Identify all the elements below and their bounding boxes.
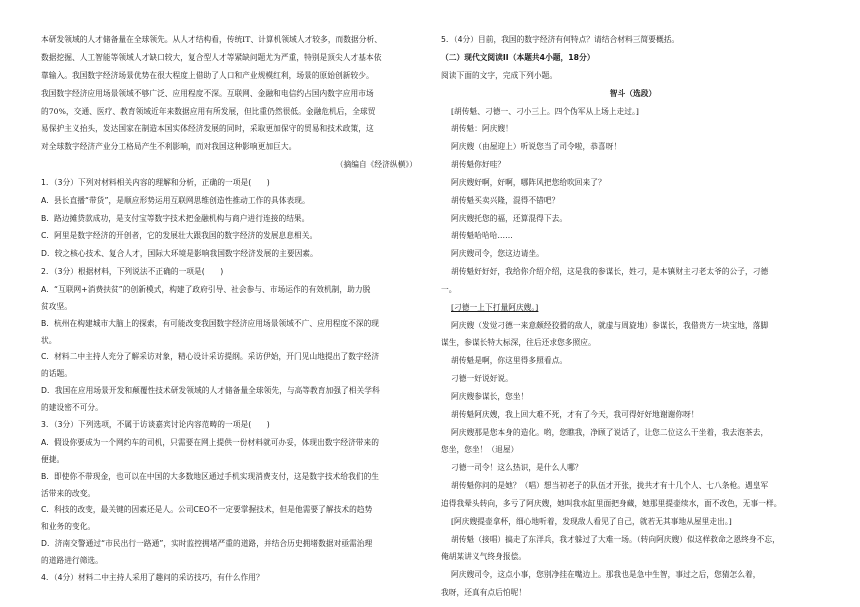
left-column — [41, 0, 417, 607]
right-text-line: 我呀，还真有点后怕呢！ — [441, 588, 527, 597]
left-text-line: C．科技的改变，最关键的因素还是人。公司CEO不一定要掌握技术，但是他需要了解技术的趋势 — [41, 505, 373, 514]
left-text-line: B．即使你不带现金，也可以在中国的大多数地区通过手机实现消费支付，这是数字技术给我们的生 — [41, 472, 380, 481]
left-text-line: 状。 — [41, 336, 57, 345]
right-text-line: [刁德一上下打量阿庆嫂。] — [451, 303, 539, 312]
right-text-line: 阿庆嫂司令，这点小事，您别净挂在嘴边上。那我也是急中生智，事过之后，您猜怎么着， — [451, 570, 761, 579]
right-text-line: 刁德一司令！这么热识，是什么人哪？ — [451, 463, 583, 472]
right-text-line: 阿庆嫂托您的福，还算混得下去。 — [451, 214, 568, 223]
right-text-line: 胡传魁好好好，我给你介绍介绍，这是我的参谋长，姓刁，是本镇财主刁老太爷的公子，刁德 — [451, 267, 769, 276]
left-text-line: 的70%，交通、医疗、教育领域近年来数据应用有所发展，但比重仍然很低。金融危机后，全球贸 — [41, 107, 376, 116]
left-text-line: C．阿里是数字经济的开创者，它的发展壮大跟我国的数字经济的发展息息相关。 — [41, 231, 318, 240]
left-text-line: （摘编自《经济纵横》） — [335, 160, 417, 169]
left-text-line: C．材料二中主持人充分了解采访对象，精心设计采访提纲。采访伊始，开门见山地提出了数字经济 — [41, 352, 380, 361]
right-text-line: [胡传魁、刁德一、刁小三上。四个伪军从上场上走过。] — [451, 107, 639, 116]
left-text-line: 我国数字经济应用场景领域不够广泛、应用程度不深。互联网、金融和电信约占国内数字应用市场 — [41, 89, 374, 98]
right-text-line: 阿庆嫂（发觉刁德一来意颇经狡猾的敌人，就虚与周旋地）参谋长，我借贵方一块宝地，落脚 — [451, 321, 769, 330]
right-text-line: 胡传魁：阿庆嫂！ — [451, 124, 513, 133]
right-text-line: 胡传魁你问的是她？（唱）想当初老子的队伍才开张，拢共才有十几个人、七八条枪。遇皇军 — [451, 481, 769, 490]
left-text-line: 2．（3分）根据材料，下列说法不正确的一项是( ) — [41, 267, 224, 276]
right-text-line: 阿庆嫂那是您本身的造化。哟，您瞧我，净顾了说话了，让您二位这么干坐着，我去泡茶去， — [451, 428, 769, 437]
left-text-line: D．较之核心技术、复合人才，国际大环境是影响我国数字经济发展的主要因素。 — [41, 249, 318, 258]
right-text-line: 胡传魁你好哇？ — [451, 160, 506, 169]
left-text-line: 3．（3分）下列选项，不属于访谈嘉宾讨论内容范畴的一项是( ) — [41, 420, 270, 429]
left-text-line: 靠输入。我国数字经济场景优势在很大程度上借助了人口和产业规模红利，场景的原始创新较少。 — [41, 71, 374, 80]
right-text-line: （二）现代文阅读II（本题共4小题，18分） — [441, 53, 595, 62]
left-text-line: 贫攻坚。 — [41, 302, 72, 311]
left-text-line: B．路边摊贷款成功，是支付宝等数字技术把金融机构与商户进行连接的结果。 — [41, 214, 310, 223]
right-text-line: 胡传魁是啊，你这里得多照看点。 — [451, 356, 568, 365]
left-text-line: B．杭州在构建城市大脑上的探索，有可能改变我国数字经济应用场景领域不广、应用程度不深的现 — [41, 319, 380, 328]
right-text-line: 一。 — [441, 285, 457, 294]
left-text-line: D．济南交警通过“市民出行一路通”，实时监控拥堵严重的道路，并结合历史拥堵数据对亟需治理 — [41, 539, 373, 548]
left-text-line: 的道路进行筛选。 — [41, 556, 103, 565]
left-text-line: 1．（3分）下列对材料相关内容的理解和分析，正确的一项是( ) — [41, 178, 270, 187]
left-text-line: 易保护主义抬头，发达国家在制造本国实体经济发展的同时，采取更加保守的贸易和技术政策，这 — [41, 124, 374, 133]
left-text-line: A．假设你要成为一个网约车的司机，只需要在网上提供一份材料就可办妥，体现出数字经济带来的 — [41, 438, 380, 447]
right-text-line: 5．（4分）目前，我国的数字经济有何特点？请结合材料三简要概括。 — [441, 35, 680, 44]
left-text-line: A．“互联网+消费扶贫”的创新模式，构建了政府引导、社会参与、市场运作的有效机制，助力脱 — [41, 285, 371, 294]
left-text-line: 数据挖掘、人工智能等领域人才缺口较大，复合型人才等紧缺问题尤为严重，特别是顶尖人才基本依 — [41, 53, 382, 62]
right-text-line: 谋生，参谋长特大标深，往后还求您多照应。 — [441, 338, 596, 347]
right-text-line: 追得我晕头转向，多亏了阿庆嫂，她叫我水缸里面把身藏，她那里提壶续水，面不改色，无事一样。 — [441, 499, 782, 508]
left-text-line: D．我国在应用场景开发和颠覆性技术研发领域的人才储备量全球领先，与高等教育加强了相关学科 — [41, 386, 380, 395]
left-text-line: 活带来的改变。 — [41, 489, 96, 498]
right-text-line: 阅读下面的文字，完成下列小题。 — [441, 71, 558, 80]
left-text-line: 和业务的变化。 — [41, 522, 96, 531]
right-text-line: 刁德一好说好说。 — [451, 374, 513, 383]
right-text-line: 胡传魁（接唱）搞走了东洋兵，我才躲过了大难一场。（转向阿庆嫂）似这样救命之恩终身不忘， — [451, 535, 780, 544]
right-text-line: 智斗（选段） — [609, 89, 657, 98]
right-text-line: 胡传魁买卖兴隆，混得不错吧？ — [451, 196, 560, 205]
right-text-line: 阿庆嫂好啊，好啊，哪阵风把您给吹回来了？ — [451, 178, 606, 187]
left-text-line: A．县长直播“带货”，是顺应形势运用互联网思维创造性推动工作的具体表现。 — [41, 196, 310, 205]
right-text-line: 胡传魁哈哈哈…… — [451, 231, 513, 240]
right-text-line: 胡传魁阿庆嫂，我上回大难不死，才有了今天，我可得好好地谢谢你呀！ — [451, 410, 699, 419]
left-text-line: 4．（4分）材料二中主持人采用了趣问的采访技巧，有什么作用？ — [41, 573, 264, 582]
left-text-line: 对全球数字经济产业分工格局产生不利影响，而对我国这种影响更加巨大。 — [41, 142, 297, 151]
right-text-line: 阿庆嫂司令，您这边请坐。 — [451, 249, 544, 258]
right-text-line: 俺胡某讲义气终身报偿。 — [441, 552, 527, 561]
left-text-line: 的话题。 — [41, 369, 72, 378]
right-text-line: [阿庆嫂提壶拿杯，细心地听着，发现敌人看见了自己，就若无其事地从屋里走出。] — [451, 517, 732, 526]
right-text-line: 您坐，您坐！（退屋） — [441, 445, 519, 454]
left-text-line: 的建设密不可分。 — [41, 403, 103, 412]
right-column — [441, 0, 825, 607]
left-text-line: 本研发领域的人才储备量在全球领先。从人才结构看，传统IT、计算机领域人才较多，而数据分析、 — [41, 35, 382, 44]
right-text-line: 阿庆嫂（由屋迎上）听说您当了司令啦，恭喜呀！ — [451, 142, 622, 151]
right-text-line: 阿庆嫂参谋长，您坐！ — [451, 392, 529, 401]
left-text-line: 便捷。 — [41, 455, 65, 464]
